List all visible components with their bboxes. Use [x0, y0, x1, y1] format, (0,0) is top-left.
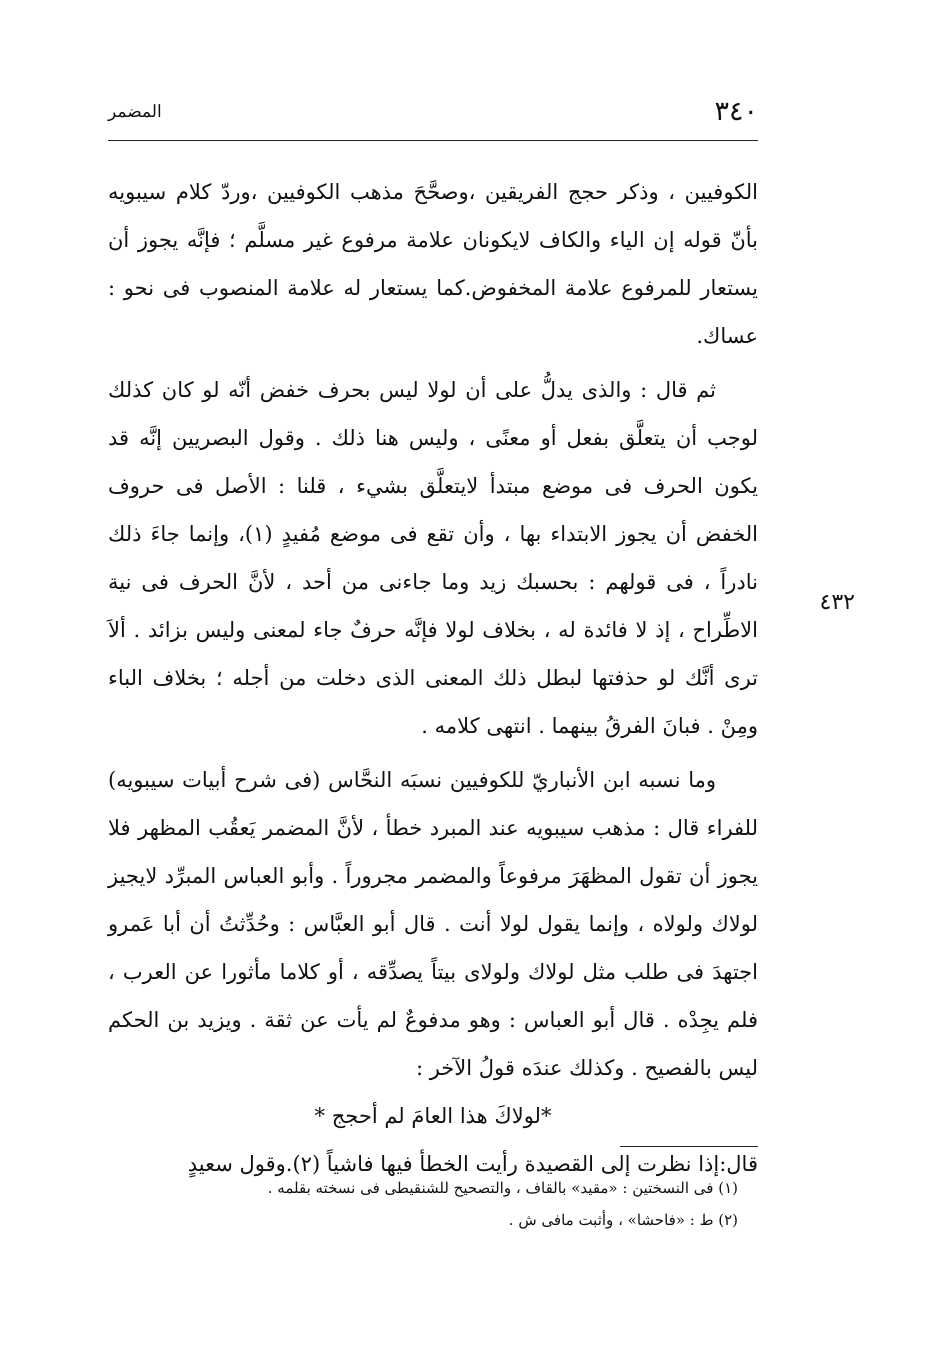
footnote-rule [620, 1146, 758, 1147]
header-rule [108, 140, 758, 141]
footnotes [108, 1172, 738, 1236]
page-header [108, 96, 758, 136]
paragraph-3: وما نسبه ابن الأنباريّ للكوفيين نسبَه النحَّاس (فى شرح أبيات سيبويه) للفراء قال : مذهب سيبويه عند المبرد خطأ ، لأنَّ المضمر يَعقُب المظهر فلا يجوز أن تقول المظهَرَ مرفوعاً والمضمر مجروراً . وأبو العباس المبرِّد لايجيز لولاك ولولاه ، وإنما يقول لولا أنت . قال أبو العبَّاس : وحُدِّثتُ أن أبا عَمرو اجتهدَ فى طلب مثل لولاك ولولاى بيتاً يصدِّقه ، أو كلاما مأثورا عن العرب ، فلم يجِدْه . قال أبو العباس : وهو مدفوعٌ لم يأت عن ثقة . ويزيد بن الحكم ليس بالفصيح . وكذلك عندَه قولُ الآخر : [108, 768, 758, 1080]
running-title: المضمر [108, 102, 162, 122]
page-number: ٣٤٠ [714, 96, 758, 127]
footnote-2: (٢) ط : «فاحشا» ، وأثبت مافى ش . [508, 1211, 738, 1229]
margin-number: ٤٣٢ [819, 590, 855, 615]
main-text [108, 168, 758, 1188]
footnote-1: (١) فى النسختين : «مقيد» بالقاف ، والتصحيح للشنقيطى فى نسخته بقلمه . [267, 1179, 738, 1197]
paragraph-1: الكوفيين ، وذكر حجج الفريقين ،وصحَّحَ مذهب الكوفيين ،وردّ كلام سيبويه بأنّ قوله إن الياء والكاف لايكونان علامة مرفوع غير مسلَّم ؛ فإنَّه يجوز أن يستعار للمرفوع علامة المخفوض.كما يستعار له علامة المنصوب فى نحو : عساك. [108, 180, 758, 348]
paragraph-2: ثم قال : والذى يدلُّ على أن لولا ليس بحرف خفض أنّه لو كان كذلك لوجب أن يتعلَّق بفعل أو معنًى ، وليس هنا ذلك . وقول البصريين إنَّه قد يكون الحرف فى موضع مبتدأ لايتعلَّق بشيء ، قلنا : الأصل فى حروف الخفض أن يجوز الابتداء بها ، وأن تقع فى موضع مُفيدٍ (١)، وإنما جاءَ ذلك نادراً ، فى قولهم : بحسبك زيد وما جاءنى من أحد ، لأنَّ الحرف فى نية الاطِّراح ، إذ لا فائدة له ، بخلاف لولا فإنَّه حرفٌ جاء لمعنى وليس بزائد . ألاَ ترى أنَّك لو حذفتها لبطل ذلك المعنى الذى دخلت من أجله ؛ بخلاف الباء ومِنْ . فبانَ الفرقُ بينهما . انتهى كلامه . [108, 378, 758, 738]
closing-line: قال:إذا نظرت إلى القصيدة رأيت الخطأ فيها فاشياً (٢).وقول سعيدٍ [187, 1152, 758, 1176]
verse-line: *لولاكَ هذا العامَ لم أحجج * [314, 1104, 552, 1128]
